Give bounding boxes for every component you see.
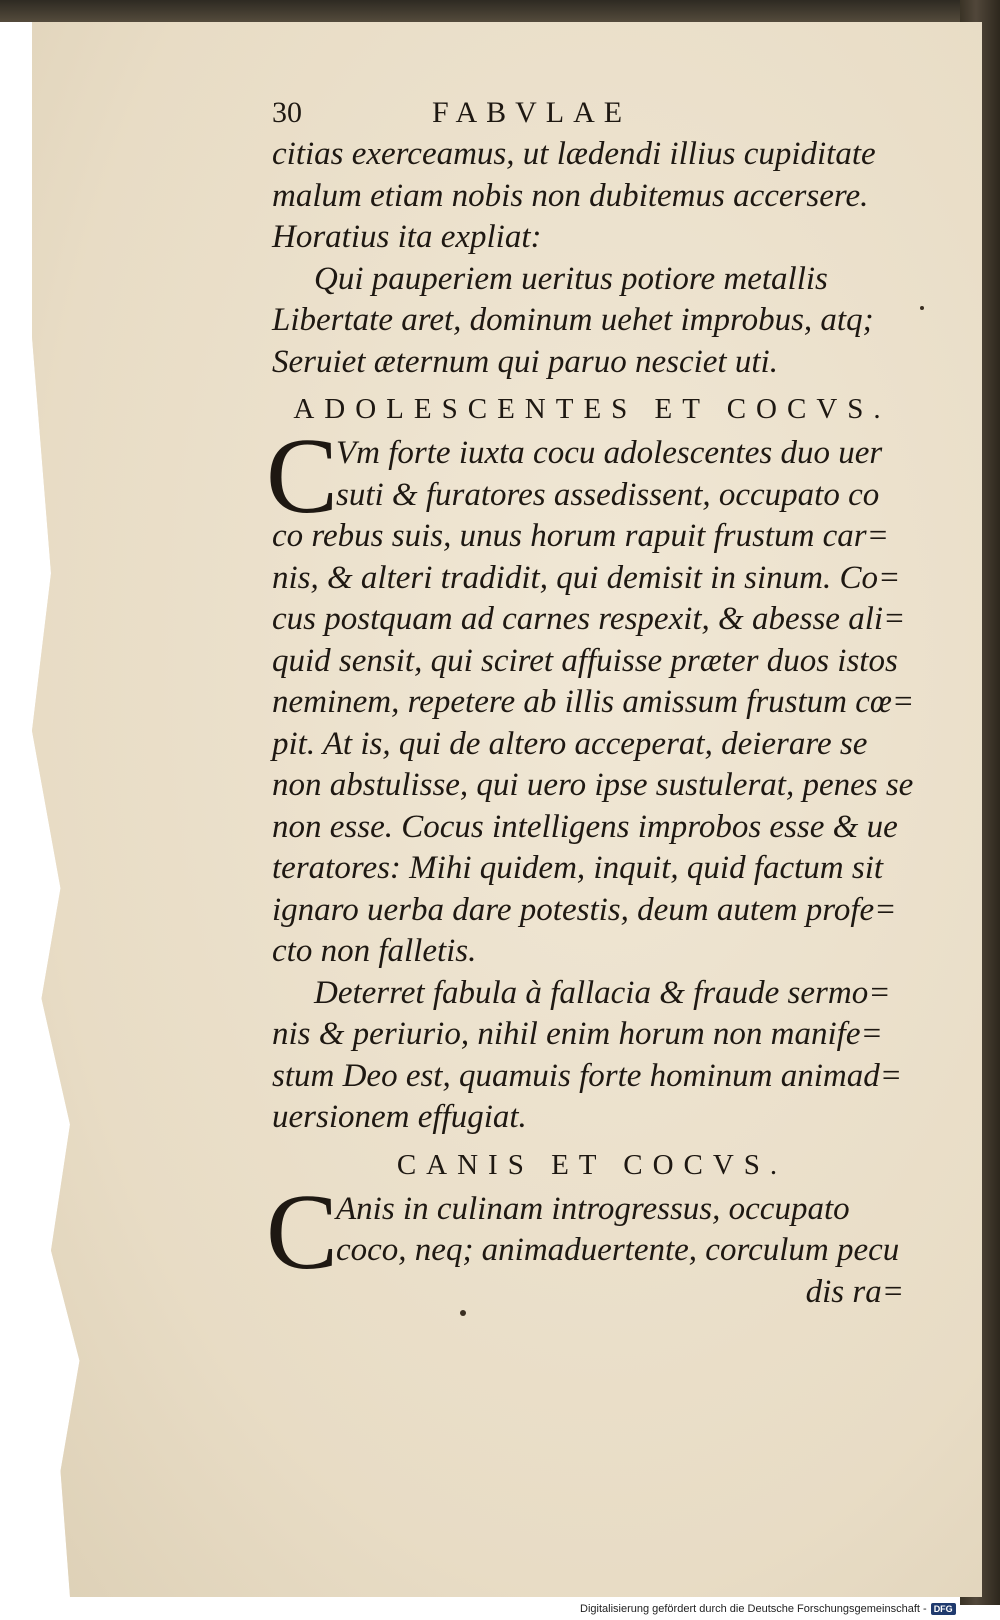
drop-cap-initial: C [266,1172,339,1292]
ink-spot [920,306,924,310]
fable-title: ADOLESCENTES ET COCVS. [293,393,891,425]
dfg-logo: DFG [931,1603,956,1615]
text-line: nis, & alteri tradidit, qui demisit in sinum. Co= [272,559,901,596]
text-line: nis & periurio, nihil enim horum non manife= [272,1016,883,1052]
page-number: 30 [272,96,302,129]
text-line: Vm forte iuxta cocu adolescentes duo uer [336,435,883,471]
text-line: cto non falletis. [272,933,477,969]
text-line: Anis in culinam introgressus, occupato [336,1190,850,1227]
text-line: teratores: Mihi quidem, inquit, quid factum sit [272,850,884,886]
fable-text [266,417,915,973]
text-line: Horatius ita expliat: [272,219,542,255]
text-line: uersionem effugiat. [272,1099,527,1135]
fable-moral [272,973,912,1139]
text-line: malum etiam nobis non dubitemus accersere. [272,177,869,214]
digitization-footer [580,1603,956,1615]
footer-text: Digitalisierung gefördert durch die Deutsche Forschungsgemeinschaft - [580,1603,927,1615]
text-line: suti & furatores assedissent, occupato co [336,476,880,513]
text-line: non abstulisse, qui uero ipse sustulerat, penes se [272,767,914,803]
verse-line: Qui pauperiem ueritus potiore metallis [314,260,828,297]
text-line: neminem, repetere ab illis amissum frustum cœ= [272,684,915,720]
fable-title: CANIS ET COCVS. [396,1148,788,1181]
text-line: ignaro uerba dare potestis, deum autem profe= [272,891,897,928]
text-line: Deterret fabula à fallacia & fraude sermo= [314,974,891,1011]
running-title: FABVLAE [432,96,632,129]
text-line: co rebus suis, unus horum rapuit frustum car= [272,518,889,554]
text-line: non esse. Cocus intelligens improbos esse & ue [272,808,898,845]
text-line: cus postquam ad carnes respexit, & abesse ali= [272,601,906,637]
page-text [266,92,915,1313]
horace-verse [272,259,912,384]
drop-cap-initial: C [266,417,339,536]
fable-text [266,1172,912,1314]
text-line: pit. At is, qui de altero acceperat, deierare se [272,725,868,762]
page-header [272,92,912,134]
text-line: stum Deo est, quamuis forte hominum animad= [272,1057,902,1094]
text-line: quid sensit, qui sciret affuisse præter duos istos [272,642,898,679]
verse-line: Libertate aret, dominum uehet improbus, atq; [272,302,874,338]
catchword: dis ra= [805,1273,904,1310]
verse-line: Seruiet æternum qui paruo nesciet uti. [272,343,778,380]
text-line: coco, neq; animaduertente, corculum pecu [336,1232,900,1268]
scan-top-border [0,0,1000,22]
text-line: citias exerceamus, ut lædendi illius cupiditate [272,136,876,172]
paragraph-continued [272,134,912,259]
